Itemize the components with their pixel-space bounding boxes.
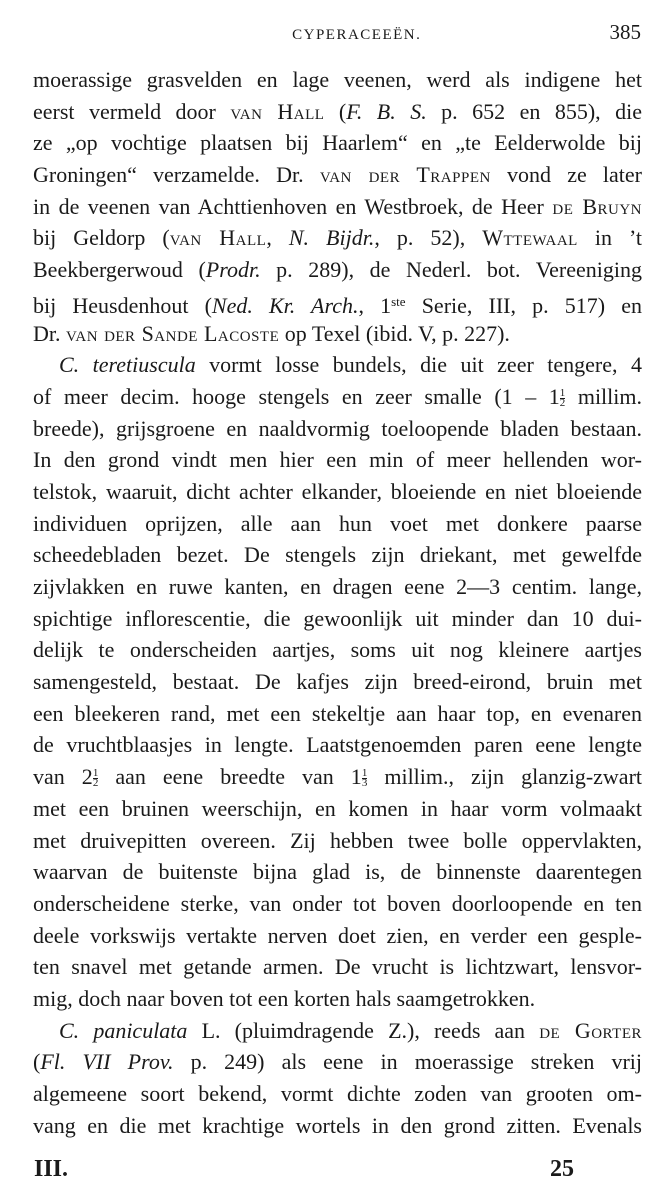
author-name: van Hall <box>169 225 267 251</box>
text-run: vond ze later <box>490 162 642 188</box>
text-run: ze „op vochtige plaatsen bij Haarlem“ en „te Eelderwolde bij <box>33 130 642 156</box>
italic-term: N. Bijdr. <box>288 225 375 251</box>
text-run: scheedebladen bezet. De stengels zijn driekant, met gewelfde <box>33 542 642 568</box>
text-run: p. 289), de Nederl. bot. Vereeniging <box>260 257 642 283</box>
text-line <box>33 634 642 666</box>
text-line <box>33 222 642 254</box>
author-name: de Gorter <box>539 1017 642 1043</box>
text-run: , <box>266 225 289 251</box>
text-run: in ’t <box>577 225 642 251</box>
text-run: algemeene soort bekend, vormt dichte zoden van grooten om- <box>33 1081 642 1106</box>
text-run: samengesteld, bestaat. De kafjes zijn breed-eirond, bruin met <box>33 669 642 695</box>
text-line <box>33 64 642 96</box>
text-run: ( <box>324 98 347 124</box>
author-name: van der Trappen <box>319 162 491 188</box>
sheet-number: 25 <box>550 1156 574 1182</box>
text-line <box>33 761 642 793</box>
text-line <box>33 254 642 286</box>
text-line <box>33 539 642 571</box>
text-line <box>33 571 642 603</box>
text-run: millim., zijn glanzig-zwart <box>367 764 642 790</box>
text-line <box>33 1046 642 1078</box>
text-line <box>33 951 642 983</box>
text-run: met druivepitten overeen. Zij hebben twee bolle oppervlakten, <box>33 827 642 853</box>
text-line <box>33 983 642 1015</box>
text-run: mig, doch naar boven tot een korten hals saamgetrokken. <box>33 985 536 1011</box>
fraction-denominator: 3 <box>361 777 368 790</box>
text-run: breede), grijsgroene en naaldvormig toeloopende bladen bestaan. <box>33 415 642 441</box>
text-run: p. 249) als eene in moerassige streken vrij <box>173 1049 642 1075</box>
text-run: eerst vermeld door <box>33 98 231 124</box>
text-run: aan eene breedte van 1 <box>98 764 362 790</box>
text-run: onderscheidene sterke, van onder tot boven doorloopende en ten <box>33 890 642 916</box>
author-name: van Hall <box>230 98 325 124</box>
text-line <box>33 1110 642 1142</box>
running-header <box>34 20 641 45</box>
author-name: de Bruyn <box>552 193 642 219</box>
text-run: telstok, waaruit, dicht achter elkander, bloeiende en niet bloeiende <box>33 478 642 504</box>
text-run: waarvan de buitenste bijna glad is, de binnenste daarentegen <box>33 859 642 885</box>
text-run: van 2 <box>33 764 93 790</box>
text-line <box>33 793 642 825</box>
text-line <box>33 191 642 223</box>
text-run: Beekbergerwoud ( <box>33 257 206 283</box>
body-text <box>33 64 642 1141</box>
text-run: delijk te onderscheiden aartjes, soms uit nog kleinere aartjes <box>33 637 642 663</box>
text-line <box>33 349 642 381</box>
text-run: millim. <box>565 383 642 409</box>
text-run: moerassige grasvelden en lage veenen, werd als indigene het <box>33 67 642 92</box>
text-line <box>33 159 642 191</box>
fraction-numerator: 1 <box>559 386 566 399</box>
italic-term: Fl. VII Prov. <box>40 1049 174 1075</box>
text-run: spichtige inflorescentie, die gewoonlijk uit minder dan 10 dui- <box>33 605 642 631</box>
text-run: Groningen“ verzamelde. Dr. <box>33 162 320 188</box>
text-line <box>33 476 642 508</box>
fraction-numerator: 1 <box>92 767 99 780</box>
text-line <box>33 888 642 920</box>
text-line <box>33 413 642 445</box>
fraction-denominator: 2 <box>92 777 99 790</box>
author-name: van der Sande Lacoste <box>66 320 280 346</box>
text-run: Dr. <box>33 320 66 346</box>
author-name: Wttewaal <box>482 225 578 251</box>
text-line <box>33 729 642 761</box>
text-run: met een bruinen weerschijn, en komen in haar vorm volmaakt <box>33 795 642 821</box>
text-run: bij Geldorp ( <box>33 225 170 251</box>
page-footer <box>34 1156 574 1183</box>
text-run: in de veenen van Achttienhoven en Westbroek, de Heer <box>33 193 553 219</box>
text-line <box>33 508 642 540</box>
text-run: Serie, III, p. 517) en <box>405 292 642 318</box>
italic-term: C. teretiuscula <box>59 352 196 378</box>
text-run: L. (pluimdragende Z.), reeds aan <box>187 1017 540 1043</box>
text-run: bij Heusdenhout ( <box>33 292 212 318</box>
running-title: CYPERACEEËN. <box>292 27 422 43</box>
text-line <box>33 381 642 413</box>
fraction-denominator: 2 <box>559 396 566 409</box>
text-run: In den grond vindt men hier een min of meer hellenden wor- <box>33 447 642 473</box>
text-line <box>33 666 642 698</box>
text-run: de vruchtblaasjes in lengte. Laatstgenoemden paren eene lengte <box>33 732 642 758</box>
fraction-numerator: 1 <box>361 767 368 780</box>
italic-term: Prodr. <box>205 257 261 283</box>
text-run: ten snavel met getande armen. De vrucht is lichtzwart, lensvor- <box>33 954 642 980</box>
text-run: p. 652 en 855), die <box>426 98 642 124</box>
text-run: vormt losse bundels, die uit zeer tengere, 4 <box>195 352 642 378</box>
text-line <box>33 318 642 350</box>
text-run: op Texel (ibid. V, p. 227). <box>279 320 510 346</box>
text-run: , 1 <box>358 292 392 318</box>
text-line <box>33 920 642 952</box>
text-run: of meer decim. hooge stengels en zeer smalle (1 – 1 <box>33 383 560 409</box>
text-run: vang en die met krachtige wortels in den grond zitten. Evenals <box>33 1112 642 1138</box>
signature-mark: III. <box>34 1156 69 1182</box>
text-line <box>33 127 642 159</box>
text-run: een bleekeren rand, met een stekeltje aan haar top, en evenaren <box>33 700 642 726</box>
text-run: zijvlakken en ruwe kanten, en dragen eene 2—3 centim. lange, <box>33 574 642 599</box>
text-line <box>33 96 642 128</box>
italic-term: F. B. S. <box>346 98 427 124</box>
text-line <box>33 856 642 888</box>
italic-term: C. paniculata <box>59 1017 188 1043</box>
text-line <box>33 603 642 635</box>
text-line <box>33 698 642 730</box>
text-run: individuen oprijzen, alle aan hun voet met donkere paarse <box>33 510 642 536</box>
text-line <box>33 1015 642 1047</box>
page-number: 385 <box>609 20 641 44</box>
text-line <box>33 825 642 857</box>
text-line <box>33 286 642 318</box>
italic-term: Ned. Kr. Arch. <box>211 292 359 318</box>
text-line <box>33 444 642 476</box>
text-run: , p. 52), <box>374 225 483 251</box>
superscript: ste <box>391 293 406 309</box>
text-line <box>33 1078 642 1110</box>
text-run: deele vorkswijs vertakte nerven doet zien, en verder een gesple- <box>33 922 642 948</box>
text-run: ( <box>33 1049 41 1075</box>
